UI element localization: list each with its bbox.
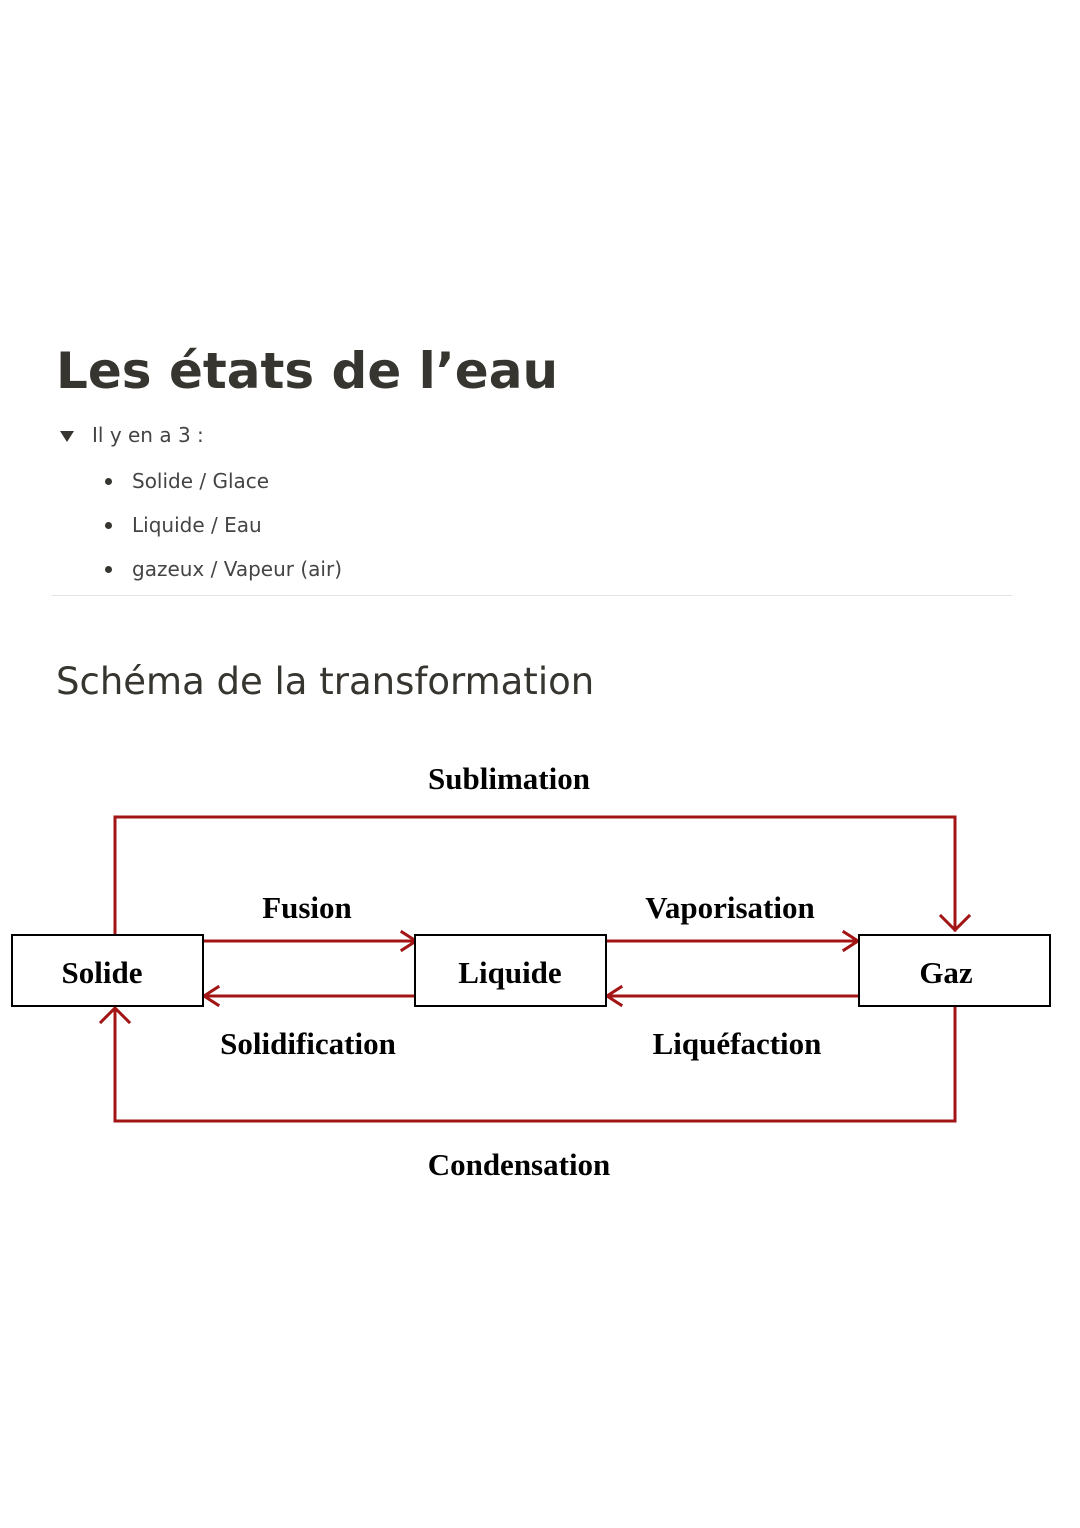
solidification-label: Solidification [220, 1026, 396, 1061]
state-gas-text: gazeux / Vapeur (air) [132, 557, 342, 581]
section-heading: Schéma de la transformation [56, 660, 595, 703]
condensation-arrow [115, 1006, 955, 1121]
node-gas-label: Gaz [919, 955, 973, 990]
liquefaction-label: Liquéfaction [652, 1026, 822, 1061]
node-solid-label: Solide [61, 955, 143, 990]
node-liquid-label: Liquide [458, 955, 562, 990]
page-title: Les états de l’eau [56, 342, 559, 400]
state-liquid-text: Liquide / Eau [132, 513, 262, 537]
sublimation-arrow [115, 817, 955, 935]
sublimation-label: Sublimation [428, 761, 590, 796]
vaporisation-label: Vaporisation [645, 890, 815, 925]
condensation-label: Condensation [427, 1147, 611, 1182]
fusion-label: Fusion [262, 890, 352, 925]
state-solid-text: Solide / Glace [132, 469, 270, 493]
toggle-label: Il y en a 3 : [92, 423, 204, 447]
